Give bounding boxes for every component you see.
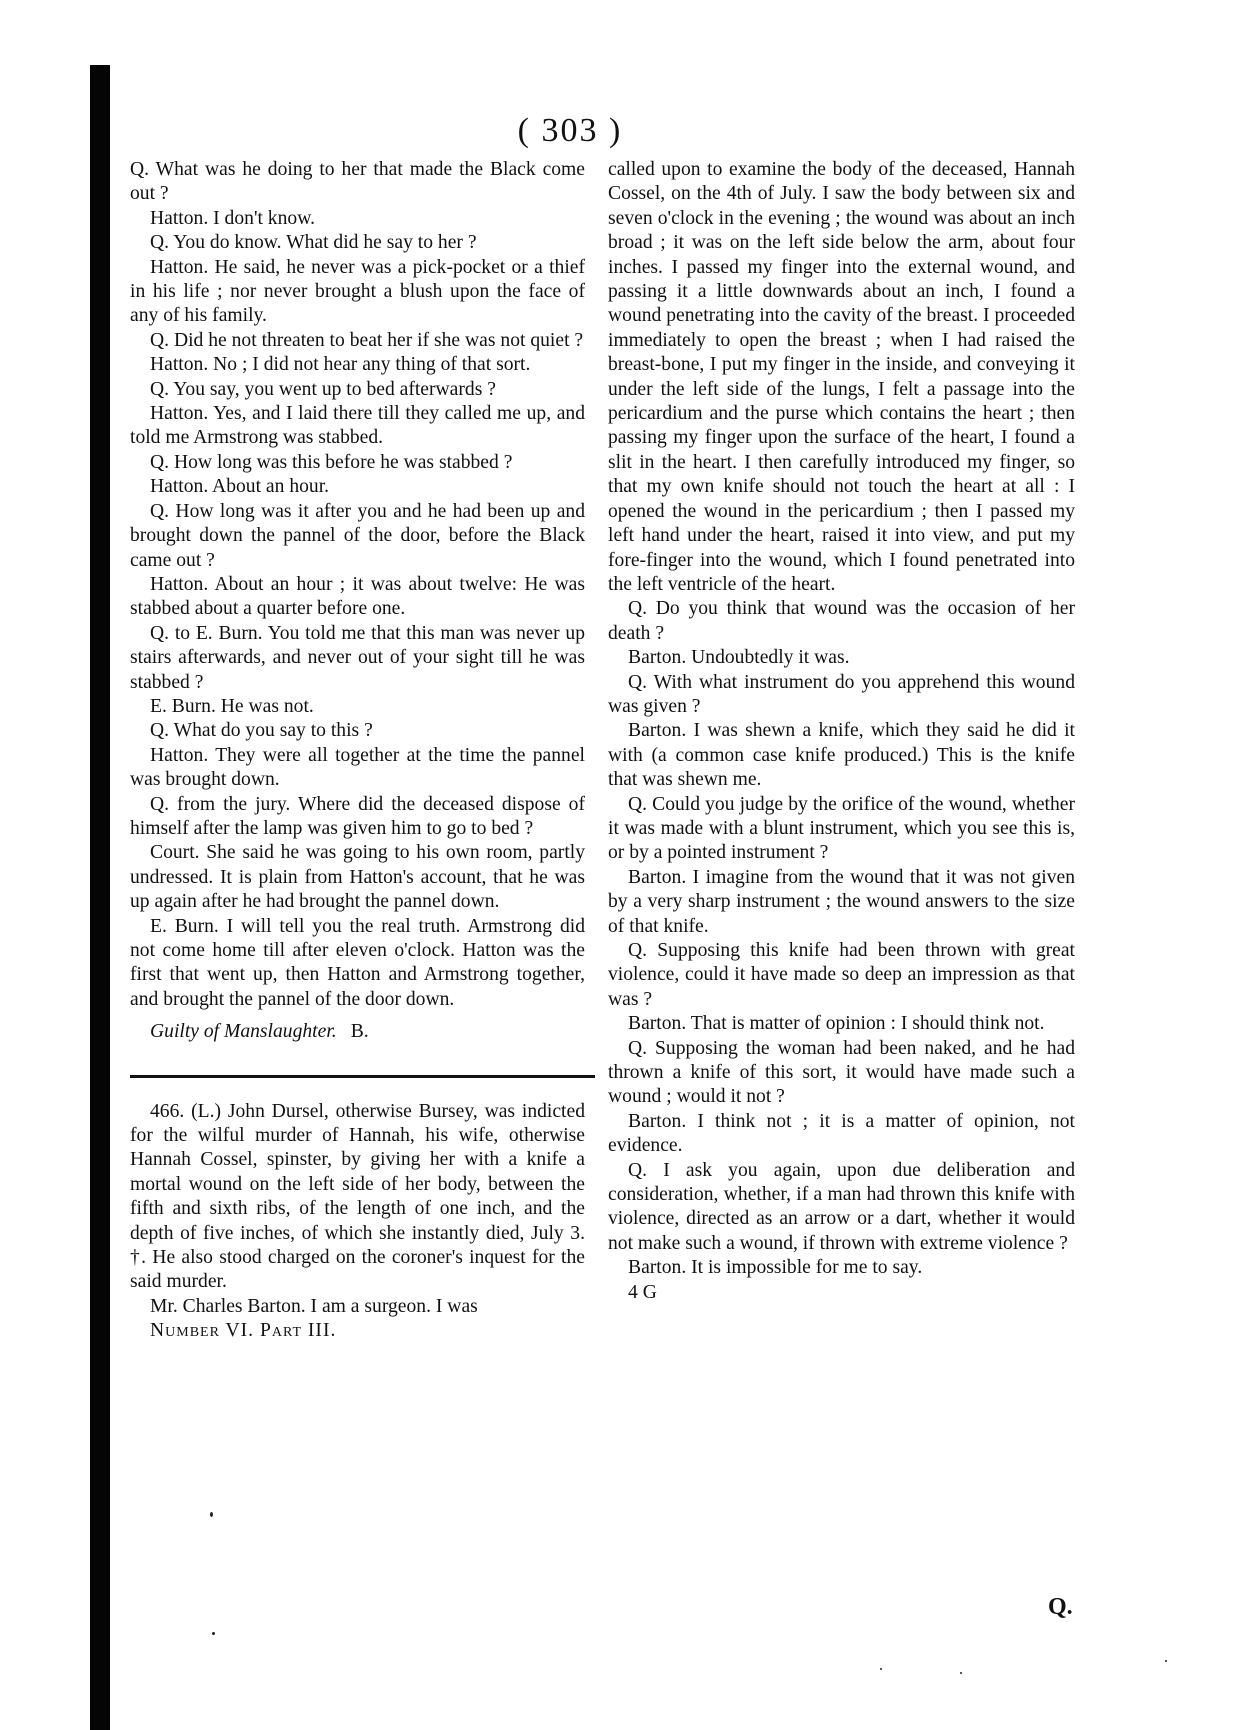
verdict-code: B. (350, 1021, 369, 1043)
signature-mark: Number VI. Part III. (150, 1320, 337, 1342)
left-column (130, 158, 585, 1344)
paragraph: Q. How long was it after you and he had been up and brought down the pannel of the door, before the Black came out ? (130, 500, 585, 571)
paragraph: Hatton. About an hour ; it was about twelve: He was stabbed about a quarter before one. (130, 573, 585, 620)
paragraph: Q. Did he not threaten to beat her if she was not quiet ? (150, 329, 584, 351)
verdict-text: Guilty of Manslaughter. (150, 1021, 337, 1043)
signature-mark: 4 G (628, 1281, 657, 1303)
paragraph: Q. from the jury. Where did the deceased dispose of himself after the lamp was given him to go to bed ? (130, 793, 585, 839)
paragraph: Barton. I was shewn a knife, which they said he did it with (a common case knife produced.) This is the knife that was shewn me. (608, 720, 1075, 791)
paragraph: Q. What was he doing to her that made the Black come out ? (130, 159, 585, 205)
catchword: Q. (1048, 1594, 1073, 1620)
print-speck (212, 1632, 215, 1635)
binding-shadow (90, 65, 110, 1730)
right-column (608, 158, 1075, 1305)
paragraph: Barton. I think not ; it is a matter of opinion, not evidence. (608, 1110, 1075, 1157)
paragraph: Hatton. Yes, and I laid there till they called me up, and told me Armstrong was stabbed. (130, 403, 585, 449)
paragraph: Q. What do you say to this ? (150, 720, 373, 742)
paragraph: called upon to examine the body of the deceased, Hannah Cossel, on the 4th of July. I saw the body between six and seven o'clock in the evening ; the wound was about an inch broad ; it was on the left side below the arm, about four inches. I passed my finger into the external wound, and passing it a little downwards about an inch, I found a wound penetrating into the cavity of the breast. I proceeded immediately to open the breast ; when I had raised the breast-bone, I put my finger in the inside, and conveying it under the left side of the lungs, I felt a passage into the pericardium and the purse which contains the heart ; then passing my finger upon the surface of the heart, I found a slit in the heart. I then carefully introduced my finger, so that my own knife should not touch the heart at all : I opened the wound in the pericardium ; then I passed my left hand under the heart, raised it into view, and put my fore-finger into the wound, which I found penetrated into the left ventricle of the heart. (608, 159, 1075, 595)
paragraph: Court. She said he was going to his own room, partly undressed. It is plain from Hatton's account, that he was up again after he had brought the pannel down. (130, 842, 585, 913)
paragraph: Q. How long was this before he was stabbed ? (150, 451, 513, 473)
paragraph: Hatton. He said, he never was a pick-pocket or a thief in his life ; nor never brought a blush upon the face of any of his family. (130, 256, 585, 327)
paragraph: Q. You say, you went up to bed afterwards ? (150, 378, 496, 400)
paragraph: Q. Supposing the woman had been naked, and he had thrown a knife of this sort, it would have made such a wound ; would it not ? (608, 1037, 1075, 1108)
print-speck (210, 1512, 213, 1517)
paragraph: Barton. I imagine from the wound that it was not given by a very sharp instrument ; the wound answers to the size of that knife. (608, 866, 1075, 937)
paragraph: Q. With what instrument do you apprehend this wound was given ? (608, 671, 1075, 717)
paragraph: Q. Supposing this knife had been thrown with great violence, could it have made so deep an impression as that was ? (608, 940, 1075, 1010)
paragraph: Barton. It is impossible for me to say. (628, 1257, 923, 1279)
paragraph: E. Burn. I will tell you the real truth. Armstrong did not come home till after eleven o'clock. Hatton was the first that went up, then Hatton and Armstrong together, and brought the pannel of the door down. (130, 915, 585, 1010)
paragraph: Q. Do you think that wound was the occasion of her death ? (608, 598, 1075, 644)
case-paragraph: 466. (L.) John Dursel, otherwise Bursey, was indicted for the wilful murder of Hannah, his wife, otherwise Hannah Cossel, spinster, by giving her with a knife a mortal wound on the left side of her body, between the fifth and sixth ribs, of the length of one inch, and the depth of five inches, of which she instantly died, July 3. †. He also stood charged on the coroner's inquest for the said murder. (130, 1100, 585, 1293)
print-speck (880, 1668, 882, 1670)
witness-paragraph: Mr. Charles Barton. I am a surgeon. I was (150, 1295, 478, 1317)
print-speck (1165, 1660, 1167, 1662)
paragraph: Hatton. I don't know. (150, 207, 315, 229)
page-number: ( 303 ) (517, 112, 623, 149)
paragraph: Hatton. No ; I did not hear any thing of that sort. (150, 354, 531, 376)
paragraph: Q. to E. Burn. You told me that this man was never up stairs afterwards, and never out of your sight till he was stabbed ? (130, 622, 585, 693)
paragraph: E. Burn. He was not. (150, 695, 314, 717)
print-speck (960, 1672, 962, 1674)
paragraph: Hatton. About an hour. (150, 476, 330, 498)
verdict (130, 1020, 585, 1044)
paragraph: Q. I ask you again, upon due deliberation and consideration, whether, if a man had thrown this knife with violence, directed as an arrow or a dart, whether it would not make such a wound, if thrown with extreme violence ? (608, 1159, 1075, 1254)
paragraph: Barton. Undoubtedly it was. (628, 647, 850, 669)
paragraph: Q. You do know. What did he say to her ? (150, 232, 477, 254)
paragraph: Hatton. They were all together at the time the pannel was brought down. (130, 744, 585, 791)
paragraph: Q. Could you judge by the orifice of the wound, whether it was made with a blunt instrument, which you see this is, or by a pointed instrument ? (608, 793, 1075, 864)
paragraph: Barton. That is matter of opinion : I should think not. (628, 1013, 1045, 1035)
section-divider (130, 1075, 595, 1078)
